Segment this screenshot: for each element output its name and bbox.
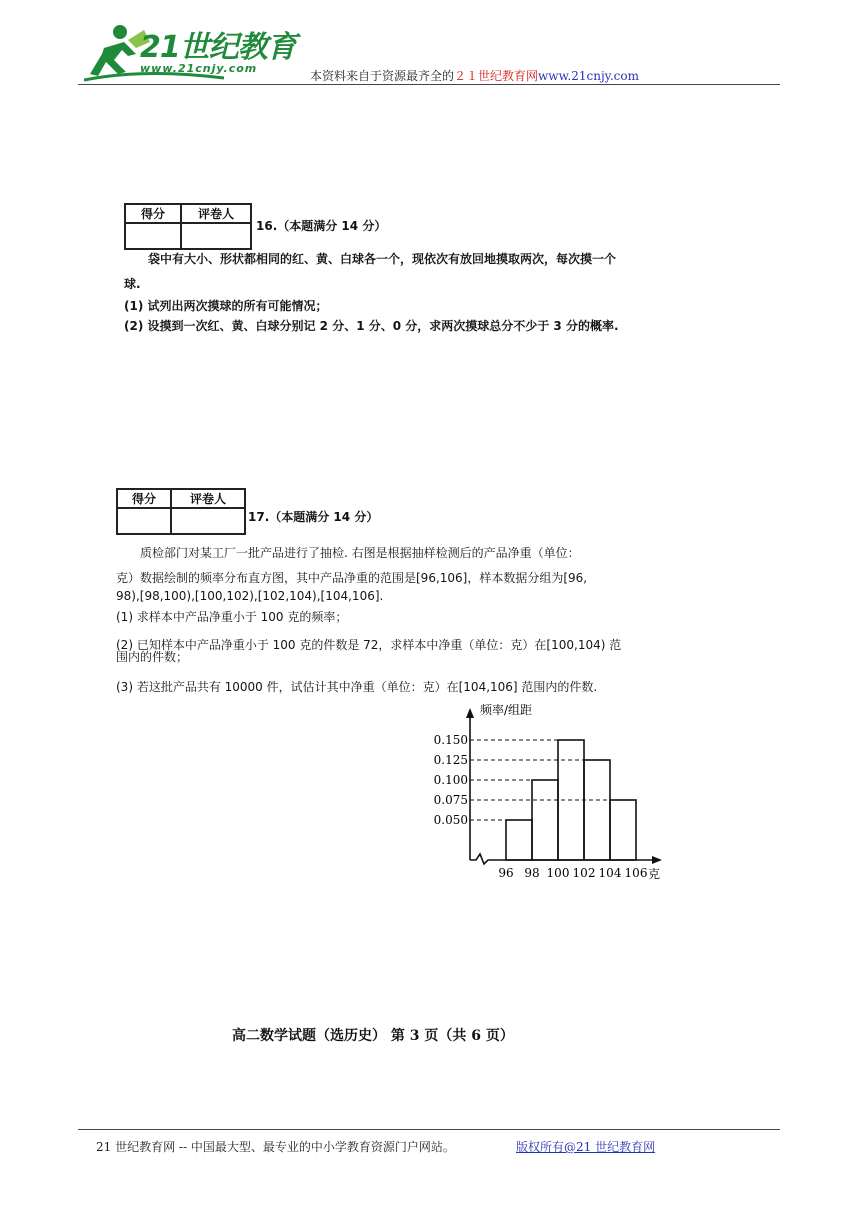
histogram-bar — [532, 780, 558, 860]
q17-line-6: 围内的件数； — [116, 650, 189, 664]
x-tick-label: 104 — [598, 866, 622, 880]
x-tick-label: 102 — [572, 866, 596, 880]
header-note-prefix: 本资料来自于资源最齐全的 — [310, 69, 455, 83]
footer-site-line: 21 世纪教育网 -- 中国最大型、最专业的中小学教育资源门户网站。 — [96, 1140, 455, 1154]
logo-url: www.21cnjy.com — [140, 62, 258, 75]
histogram-bar — [584, 760, 610, 860]
q16-score-label: 得分 — [125, 204, 181, 223]
q17-title: 17.（本题满分 14 分） — [248, 510, 379, 524]
logo-text: 21世纪教育 — [140, 30, 296, 65]
header-note — [310, 67, 639, 84]
x-tick-label: 100 — [546, 866, 570, 880]
q16-score-table — [124, 203, 252, 250]
y-tick-label: 0.125 — [433, 753, 468, 767]
q16-reviewer-cell[interactable] — [181, 223, 251, 249]
q16-reviewer-label: 评卷人 — [181, 204, 251, 223]
q17-score-label: 得分 — [117, 489, 171, 508]
q16-line-1: 袋中有大小、形状都相同的红、黄、白球各一个，现依次有放回地摸取两次，每次摸一个 — [148, 252, 617, 266]
frequency-histogram — [420, 700, 680, 890]
q17-line-7: (3) 若这批产品共有 10000 件，试估计其中净重（单位：克）在[104,106] 范围内的件数. — [116, 680, 598, 694]
y-axis-label: 频率/组距 — [480, 703, 533, 717]
q16-line-2: 球. — [124, 277, 141, 291]
x-tick-label: 96 — [498, 866, 514, 880]
q17-line-4: (1) 求样本中产品净重小于 100 克的频率； — [116, 610, 348, 624]
header-note-site: ２１世纪教育网 — [454, 69, 539, 83]
x-axis-arrow — [652, 856, 662, 864]
x-axis-label: 克 — [648, 867, 661, 881]
q16-title: 16.（本题满分 14 分） — [256, 219, 387, 233]
y-tick-label: 0.150 — [433, 733, 468, 747]
q17-reviewer-label: 评卷人 — [171, 489, 245, 508]
q16-line-4: (2) 设摸到一次红、黄、白球分别记 2 分、1 分、0 分，求两次摸球总分不少于 3 分的概率. — [124, 319, 619, 333]
y-tick-label: 0.100 — [433, 773, 468, 787]
q16-score-cell[interactable] — [125, 223, 181, 249]
footer-copyright-link[interactable]: 版权所有@21 世纪教育网 — [516, 1140, 656, 1154]
q17-line-3: 98),[98,100),[100,102),[102,104),[104,106]. — [116, 589, 384, 603]
footer-divider — [78, 1129, 780, 1130]
x-tick-label: 106 — [624, 866, 648, 880]
q17-line-1: 质检部门对某工厂一批产品进行了抽检. 右图是根据抽样检测后的产品净重（单位： — [140, 546, 580, 560]
histogram-bar — [506, 820, 532, 860]
header-divider — [78, 84, 780, 85]
q17-reviewer-cell[interactable] — [171, 508, 245, 534]
histogram-bar — [610, 800, 636, 860]
q17-score-cell[interactable] — [117, 508, 171, 534]
header-note-link[interactable]: www.21cnjy.com — [538, 69, 639, 83]
q16-line-3: (1) 试列出两次摸球的所有可能情况； — [124, 299, 328, 313]
x-tick-label: 98 — [524, 866, 540, 880]
y-axis-arrow — [466, 708, 474, 718]
page-footer-title: 高二数学试题（选历史） 第 3 页（共 6 页） — [232, 1028, 514, 1044]
q17-line-2: 克）数据绘制的频率分布直方图，其中产品净重的范围是[96,106]，样本数据分组为[96, — [116, 571, 588, 585]
q17-score-table — [116, 488, 246, 535]
y-tick-label: 0.050 — [433, 813, 468, 827]
x-axis — [470, 854, 660, 864]
y-tick-label: 0.075 — [433, 793, 468, 807]
q17-line-5: (2) 已知样本中产品净重小于 100 克的件数是 72，求样本中净重（单位：克）在[100,104) 范 — [116, 638, 622, 652]
